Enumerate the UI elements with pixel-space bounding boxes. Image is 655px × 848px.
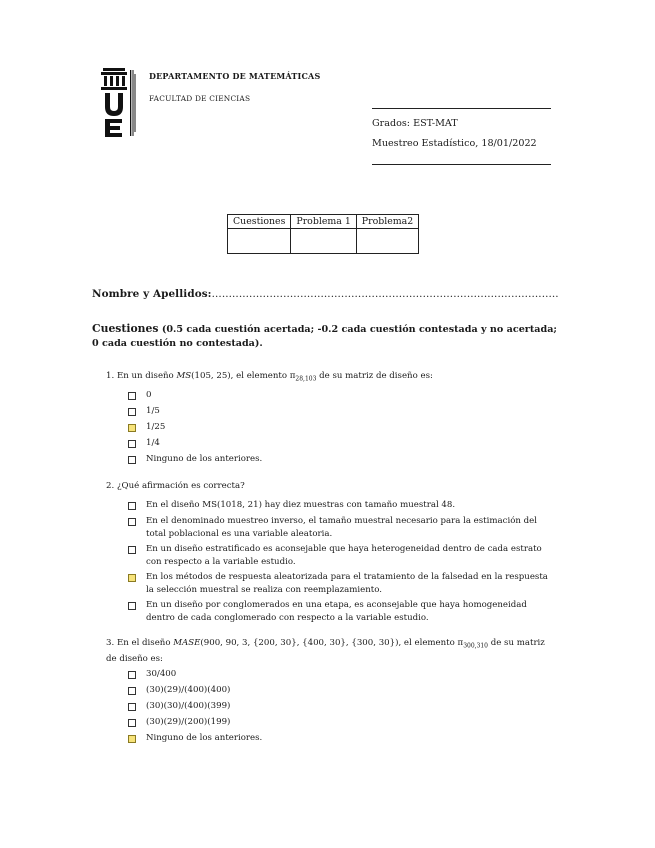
score-cell-cuestiones [228,229,291,254]
header-divider-bottom [372,164,551,165]
question-number: 2. [106,481,115,491]
option-label: En los métodos de respuesta aleatorizada para el tratamiento de la falsedad en la respuesta la selección muestral se realiza con reemplazamiento. [146,572,548,595]
question-3 [106,637,556,666]
uex-logo-icon [97,66,137,138]
option-label: 30/400 [146,669,177,679]
checkbox[interactable] [128,392,136,400]
question-1 [106,370,556,386]
checkbox[interactable] [128,687,136,695]
question-number: 3. [106,638,115,648]
question-text: En un diseño [116,371,177,381]
question-number: 1. [106,371,115,381]
option-label: (30)(29)/(200)(199) [146,717,231,727]
checkbox[interactable] [128,703,136,711]
option-label: 1/4 [146,438,160,448]
option-label: 1/25 [146,422,166,432]
section-instructions: (0.5 cada cuestión acertada; -0.2 cada cuestión contestada y no acertada; 0 cada cuestión no contestada). [92,324,557,349]
section-header [92,322,562,351]
option-label: (30)(29)/(400)(400) [146,685,231,695]
checkbox-marked[interactable] [128,735,136,743]
checkbox[interactable] [128,602,136,610]
name-label: Nombre y Apellidos: [92,288,212,300]
math-args: (105, 25) [191,371,231,381]
option-label: Ninguno de los anteriores. [146,454,263,464]
section-title: Cuestiones [92,322,159,335]
score-col-cuestiones: Cuestiones [228,215,291,229]
checkbox[interactable] [128,440,136,448]
course-date: Muestreo Estadístico, 18/01/2022 [372,138,537,149]
math-subscript: 28,103 [295,375,317,383]
question-text: , el elemento π [230,371,296,381]
degree-label: Grados: EST-MAT [372,118,458,129]
option-label: 1/5 [146,406,160,416]
question-text: , el elemento π [398,638,464,648]
checkbox[interactable] [128,518,136,526]
question-text: de su matriz de diseño es: [106,638,545,665]
checkbox[interactable] [128,456,136,464]
department-name: DEPARTAMENTO DE MATEMÁTICAS [149,71,321,81]
question-text: ¿Qué afirmación es correcta? [116,481,245,491]
score-col-problema1: Problema 1 [291,215,356,229]
faculty-name: FACULTAD DE CIENCIAS [149,94,251,103]
math-subscript: 300,310 [463,642,488,650]
option-label: En un diseño estratificado es aconsejable que haya heterogeneidad dentro de cada estrato con respecto a la variable estudio. [146,544,542,567]
option-label: En el denominado muestreo inverso, el tamaño muestral necesario para la estimación del total poblacional es una variable aleatoria. [146,516,537,539]
score-cell-problema1 [291,229,356,254]
question-2 [106,480,556,493]
checkbox[interactable] [128,502,136,510]
math-symbol: MASE [173,638,201,648]
checkbox-marked[interactable] [128,424,136,432]
score-table-grade-row [228,229,419,254]
option-label: 0 [146,390,152,400]
checkbox[interactable] [128,671,136,679]
checkbox-marked[interactable] [128,574,136,582]
checkbox[interactable] [128,546,136,554]
option-label: En un diseño por conglomerados en una etapa, es aconsejable que haya homogeneidad dentro de cada conglomerado con respecto a la variable estudio. [146,600,527,623]
option-label: Ninguno de los anteriores. [146,733,263,743]
math-symbol: MS [176,371,192,381]
option-label: (30)(30)/(400)(399) [146,701,231,711]
math-args: (900, 90, 3, {200, 30}, {400, 30}, {300, 30}) [200,638,399,648]
score-table [227,214,419,254]
score-cell-problema2 [356,229,418,254]
name-dots: ...................................................................................................... [211,288,559,300]
student-name-line [92,288,559,300]
question-text: de su matriz de diseño es: [316,371,433,381]
question-text: En el diseño [116,638,174,648]
checkbox[interactable] [128,408,136,416]
score-col-problema2: Problema2 [356,215,418,229]
header-divider-top [372,108,551,109]
option-label: En el diseño MS(1018, 21) hay diez muestras con tamaño muestral 48. [146,500,456,510]
score-table-header-row [228,215,419,229]
checkbox[interactable] [128,719,136,727]
